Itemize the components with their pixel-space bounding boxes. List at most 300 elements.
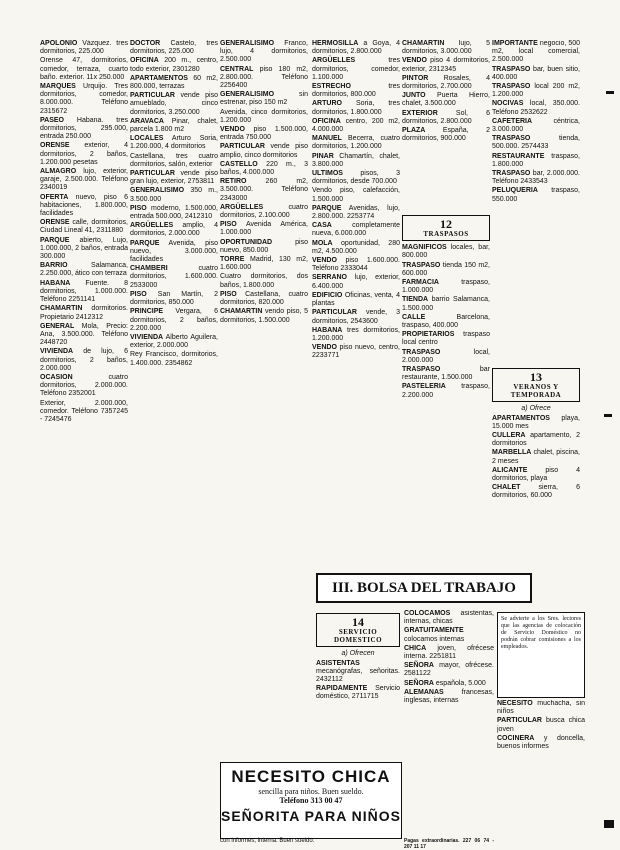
ad-keyword: MANUEL — [312, 135, 342, 143]
ad-keyword: NECESITO — [497, 700, 533, 707]
ad-text: traspaso local centro — [402, 331, 490, 347]
ad-text: 60 m2, 800.000, terrazas — [130, 74, 218, 91]
ad-text: 200 m., centro, todo exterior, 2301280 — [130, 57, 218, 73]
classified-ad — [40, 323, 128, 348]
ad-keyword: SERRANO — [312, 274, 348, 282]
ad-text: 260 m2, 3.500.000. Teléfono 2343000 — [220, 178, 308, 202]
classified-column-1 — [40, 40, 128, 800]
ad-keyword: TRASPASO — [402, 348, 441, 356]
ad-text: vende piso amueblado, cinco dormitorios, 3.250.000 — [130, 92, 218, 116]
ad-keyword: PISO — [220, 290, 237, 298]
ad-keyword: COCINERA — [497, 734, 535, 742]
ad-keyword: PINAR — [312, 152, 334, 160]
classified-ad — [312, 274, 400, 290]
ad-keyword: ALMAGRO — [40, 168, 77, 176]
ad-text: local 200 m2, 1.200.000 — [492, 83, 580, 99]
ad-text: tres dormitorios, comedor, 1.100.000 — [312, 57, 400, 81]
ad-text: calle, dormitorios, Ciudad Lineal 41, 2311880 — [40, 219, 128, 235]
ad-text: playa, 15.000 mes — [492, 414, 580, 430]
classified-ad — [312, 57, 400, 82]
classified-ad — [220, 221, 308, 237]
classified-ad — [404, 610, 494, 626]
classified-ad — [492, 83, 580, 99]
ad-keyword: PISO — [130, 290, 147, 298]
ad-text: tres dormitorios, 800.000 — [312, 83, 400, 99]
ad-keyword: CHAMARTIN — [40, 305, 83, 313]
classified-ad — [130, 351, 218, 367]
classified-ad — [402, 279, 490, 295]
ad-keyword: ALEMANAS — [404, 688, 444, 696]
ad-text: piso nuevo, 850.000 — [220, 238, 308, 254]
ad-text: vende piso amplio, cinco dormitorios — [220, 143, 308, 159]
section-subtitle: a) Ofrecen — [341, 650, 375, 658]
ad-text: Mola, Precio: Ana, 3.500.000. Teléfono 2448720 — [40, 322, 128, 347]
ad-text: vendo piso, 5 dormitorios, 1.500.000 — [220, 308, 308, 324]
ad-text: Avenida, piso nuevo, 3.000.000, facilidades — [130, 239, 218, 264]
section-number: 13 — [530, 370, 542, 384]
ad-text: lujo, 5 dormitorios, 3.000.000 — [402, 40, 490, 56]
ad-text: completamente nueva, 6.000.000 — [312, 222, 400, 238]
ad-text: de lujo, 6 dormitorios, 2 baños, 2.000.000 — [40, 348, 128, 372]
ad-text: Cuatro dormitorios, dos baños, 1.800.000 — [220, 273, 308, 289]
section-number: 12 — [440, 217, 452, 231]
classified-ad — [40, 262, 128, 278]
classified-ad — [40, 348, 128, 373]
classified-ad — [130, 265, 218, 290]
ad-keyword: PROPIETARIOS — [402, 331, 455, 339]
ad-text: colocamos internas — [404, 635, 465, 643]
classified-ad — [497, 717, 585, 733]
classified-ad — [40, 168, 128, 193]
ad-keyword: HABANA — [312, 326, 343, 334]
ad-keyword: GENERAL — [40, 322, 75, 330]
ad-keyword: CHICA — [404, 644, 427, 652]
classified-ad — [497, 700, 585, 716]
classified-ad — [220, 256, 308, 272]
ad-text: dormitorios. Propietario 2412312 — [40, 305, 128, 321]
ad-keyword: LOCALES — [130, 135, 164, 143]
veranos-section — [492, 365, 580, 575]
ad-text: vende, 3 dormitorios, 2543600 — [312, 309, 400, 325]
ad-text: Avenida América, 1.000.000 — [220, 221, 308, 237]
ad-keyword: OCASION — [40, 373, 73, 381]
classified-column-2 — [130, 40, 218, 680]
ad-keyword: PRINCIPE — [130, 308, 164, 316]
ad-keyword: TRASPASO — [492, 65, 531, 73]
ad-text: tienda 150 m2, 600.000 — [402, 261, 490, 277]
necesito-ad-footer — [220, 838, 420, 847]
ad-text: vende piso gran lujo, exterior, 2753811 — [130, 170, 218, 186]
ad-keyword: VENDO — [220, 126, 245, 134]
ad-text: Urquijo. Tres dormitorios, comedor, 8.000.000. Teléfono 2315672 — [40, 83, 128, 115]
ad-text: abierto, Lujo, 1.000.000, 2 baños, entrada 300.000 — [40, 236, 128, 261]
ad-text: Exterior, 2.000.000, comedor. Teléfono 7357245 - 7245476 — [40, 399, 128, 423]
classified-ad — [312, 292, 400, 308]
ad-keyword: GENERALISIMO — [220, 40, 275, 47]
classified-ad — [220, 143, 308, 159]
ad-text: traspaso, 2.200.000 — [402, 383, 490, 399]
classified-ad — [312, 344, 400, 360]
ad-text: piso 180 m2, 2.800.000. Teléfono 2256400 — [220, 65, 308, 90]
ad-keyword: MARBELLA — [492, 449, 532, 457]
ad-keyword: ORENSE — [40, 219, 70, 227]
classified-ad — [312, 205, 400, 221]
ad-keyword: OFICINA — [130, 57, 159, 65]
ad-text: Castelo, tres dormitorios, 225.000 — [130, 40, 218, 56]
classified-ad — [130, 153, 218, 169]
classified-ad — [404, 662, 494, 678]
classified-ad — [402, 383, 490, 399]
ad-text: negocio, 500 m2, local comercial, 2.500.000 — [492, 40, 580, 64]
classified-ad — [404, 689, 494, 705]
ad-text: Vendo piso, calefacción, 1.500.000 — [312, 187, 400, 203]
ad-text: tres dormitorios, 1.200.000 — [312, 326, 400, 342]
ad-text: cuatro dormitorios, 2.000.000. Teléfono 2352001 — [40, 373, 128, 398]
ad-keyword: PARTICULAR — [130, 92, 175, 100]
classified-ad — [404, 645, 494, 661]
ad-keyword: ESTRECHO — [312, 83, 351, 91]
ad-keyword: VIVIENDA — [40, 348, 74, 356]
ad-keyword: SEÑORA — [404, 679, 434, 687]
ad-keyword: OFERTA — [40, 193, 69, 201]
classified-ad — [130, 75, 218, 91]
ad-keyword: VENDO — [312, 257, 337, 265]
classified-ad — [492, 467, 580, 483]
ad-keyword: MOLA — [312, 239, 333, 247]
ad-keyword: CALLE — [402, 313, 426, 321]
classified-ad — [220, 109, 308, 125]
ad-text: Avenidas, lujo, 2.800.000. 2253774 — [312, 204, 400, 221]
ad-text: Puerta Hierro, chalet, 3.500.000 — [402, 92, 490, 108]
classified-ad — [492, 100, 580, 116]
classified-ad — [130, 135, 218, 151]
ad-keyword: TRASPASO — [492, 135, 531, 143]
ad-keyword: ARGÜELLES — [130, 222, 174, 230]
ad-keyword: CULLERA — [492, 432, 526, 440]
classified-ad — [492, 153, 580, 169]
ad-text: Castellana, cuatro dormitorios, 820.000 — [220, 290, 308, 307]
classified-ad — [402, 92, 490, 108]
ad-text: locales, bar, 800.000 — [402, 244, 490, 260]
ad-keyword: PARQUE — [312, 204, 342, 212]
ad-text: centro, 200 m2, 4.000.000 — [312, 117, 400, 134]
ad-text: San Martín, 2 dormitorios, 850.000 — [130, 290, 218, 307]
classified-ad — [40, 219, 128, 235]
classified-ad — [316, 685, 400, 701]
classified-ad — [130, 57, 218, 73]
ad-text: exterior, 4 dormitorios, 2 baños, 1.200.000 pesetas — [40, 142, 128, 166]
ad-keyword: BARRIO — [40, 262, 68, 270]
bolsa-trabajo-banner — [316, 573, 532, 603]
classified-ad — [492, 415, 580, 431]
classified-ad — [402, 110, 490, 126]
ad-keyword: PASEO — [40, 116, 64, 124]
classified-ad — [40, 305, 128, 321]
ad-text: Oficinas, venta, 4 plantas — [312, 291, 400, 308]
ad-footer-phones: Pagas extraordinarias. 227 06 74 - 207 11 17 — [404, 838, 494, 850]
ad-text: y doncella, buenos informes — [497, 734, 585, 751]
ad-headline-2: SEÑORITA PARA NIÑOS — [221, 808, 402, 824]
section-subtitle: a) Ofrece — [521, 405, 551, 413]
ad-keyword: TRASPASO — [492, 83, 531, 91]
classified-ad — [312, 187, 400, 203]
classified-ad — [402, 331, 490, 347]
classified-ad — [492, 118, 580, 134]
ad-text: Rosales, 4 dormitorios, 2.700.000 — [402, 74, 490, 91]
section-title: TRASPASOS — [423, 230, 469, 238]
ad-keyword: ARGÜELLES — [220, 203, 264, 211]
ad-keyword: FARMACIA — [402, 279, 439, 287]
classified-column-6 — [492, 40, 580, 360]
classified-ad — [492, 449, 580, 465]
ad-keyword: PINTOR — [402, 74, 429, 82]
ad-text: nuevo, piso 6 habitaciones, 1.800.000, facilidades — [40, 193, 128, 218]
section-title: SERVICIO DOMESTICO — [333, 628, 383, 645]
ad-text: local, 2.000.000 — [402, 348, 490, 364]
classified-ad — [404, 680, 494, 688]
ad-keyword: EXTERIOR — [402, 109, 438, 117]
classified-ad — [40, 194, 128, 219]
classified-ad — [402, 244, 490, 260]
classified-ad — [316, 660, 400, 685]
classified-ad — [40, 83, 128, 116]
classified-ad — [220, 308, 308, 324]
ad-keyword: CHAMBERI — [130, 265, 168, 273]
ad-text: lujo, exterior, 6.400.000 — [312, 274, 400, 290]
ad-text: pisos, 3 dormitorios, desde 700.000 — [312, 170, 400, 186]
classified-column-5 — [402, 40, 490, 210]
necesito-ad-footer-phones — [404, 838, 494, 850]
ad-keyword: TRASPASO — [402, 366, 441, 374]
ad-text: amplio, 4 dormitorios, 2.000.000 — [130, 222, 218, 238]
ad-text: 220 m., 3 baños, 4.000.000 — [220, 160, 308, 177]
classified-ad — [312, 83, 400, 99]
classified-ad — [312, 153, 400, 169]
ad-text: Fuente. 8 dormitorios, 1.000.000. Teléfono 2251141 — [40, 279, 128, 304]
ad-keyword: CAFETERIA — [492, 117, 533, 125]
classified-ad — [312, 327, 400, 343]
ad-text: Franco, lujo, 4 dormitorios, 2.500.000 — [220, 40, 308, 64]
ad-keyword: ASISTENTAS — [316, 659, 360, 667]
ad-text: sierra, 6 dormitorios, 60.000 — [492, 484, 580, 500]
ad-keyword: CHALET — [492, 484, 521, 492]
ad-text: mayor, ofrécese. 2581122 — [404, 662, 494, 678]
classified-ad — [492, 40, 580, 65]
ad-keyword: CHAMARTIN — [220, 308, 263, 316]
ad-text: chalet, piscina, 2 meses — [492, 449, 580, 465]
ad-keyword: CENTRAL — [220, 65, 254, 73]
ad-keyword: TRASPASO — [402, 261, 441, 269]
classified-ad — [220, 91, 308, 107]
ad-keyword: ORENSE — [40, 142, 70, 150]
ad-text: Sol, 6 dormitorios, 2.800.000 — [402, 109, 490, 125]
ad-text: Orense 47, dormitorios, comedor, terraza, cuarto baño. exterior. 11x 250.000 — [40, 57, 128, 81]
ad-subline: sencilla para niños. Buen sueldo. — [258, 787, 364, 796]
section-header — [492, 368, 580, 402]
ad-text: tienda, 500.000. 2574433 — [492, 135, 580, 151]
ad-keyword: PARTICULAR — [220, 143, 265, 151]
ad-text: francesas, inglesas, internas — [404, 688, 494, 705]
classified-ad — [404, 627, 494, 643]
ad-keyword: CHAMARTIN — [402, 40, 445, 47]
ad-phone: Teléfono 313 00 47 — [279, 796, 343, 805]
ad-keyword: TRASPASO — [492, 170, 531, 178]
ad-keyword: CASTELLO — [220, 160, 258, 168]
ad-keyword: ARAVACA — [130, 117, 164, 125]
classified-ad — [402, 40, 490, 56]
ad-keyword: SEÑORA — [404, 662, 434, 670]
classified-ad — [40, 400, 128, 425]
classified-ad — [40, 40, 128, 56]
ad-text: Vergara, 6 dormitorios, 2 baños, 2.200.000 — [130, 308, 218, 332]
ad-text: piso 4 dormitorios, exterior, 2312345 — [402, 57, 490, 73]
necesito-chica-ad — [220, 762, 402, 839]
ad-text: España, 2 dormitorios, 900.000 — [402, 127, 490, 143]
classified-ad — [220, 40, 308, 65]
ad-text: Vázquez. tres dormitorios, 225.000 — [40, 40, 128, 56]
classified-ad — [220, 126, 308, 142]
classified-ad — [492, 66, 580, 82]
ad-text: bar restaurante, 1.500.000 — [402, 366, 490, 382]
ad-text: muchacha, sin niños — [497, 700, 585, 716]
ad-text: bar, 2.000.000. Teléfono 2433543 — [492, 170, 580, 186]
classified-ad — [492, 484, 580, 500]
classified-ad — [312, 135, 400, 151]
classified-column-3 — [220, 40, 308, 680]
ad-keyword: VENDO — [312, 344, 337, 352]
ad-keyword: RETIRO — [220, 178, 247, 186]
ad-text: piso nuevo, centro, 2233771 — [312, 344, 400, 360]
ad-keyword: OPORTUNIDAD — [220, 238, 273, 246]
ad-text: Salamanca, 2.250.000, ático con terraza — [40, 262, 128, 278]
banner-title: III. BOLSA DEL TRABAJO — [332, 580, 516, 596]
classified-ad — [220, 291, 308, 307]
ad-text: Soria, tres dormitorios, 1.800.000 — [312, 100, 400, 116]
ad-text: barrio Salamanca, 1.500.000 — [402, 296, 490, 312]
ad-text: Arturo Soria, 1.200.000, 4 dormitorios — [130, 135, 218, 151]
ad-keyword: IMPORTANTE — [492, 40, 538, 47]
ad-keyword: DOCTOR — [130, 40, 161, 47]
ad-keyword: PASTELERIA — [402, 383, 446, 391]
ad-text: apartamento, 2 dormitorios — [492, 432, 580, 448]
ad-text: céntrica, 3.000.000 — [492, 117, 580, 134]
ad-text: Madrid, 130 m2, 1.600.000 — [220, 256, 308, 272]
ad-text: española, 5.000 — [435, 679, 486, 687]
classified-ad — [130, 40, 218, 56]
ad-headline: NECESITO CHICA — [231, 767, 391, 786]
ad-text: moderno, 1.500.000, entrada 500.000, 2412310 — [130, 204, 218, 221]
classified-ad — [40, 237, 128, 262]
classified-ad — [130, 205, 218, 221]
ad-keyword: PELUQUERIA — [492, 187, 538, 195]
ad-keyword: TORRE — [220, 256, 245, 264]
scan-mark — [604, 414, 612, 417]
classified-ad — [312, 240, 400, 256]
classified-ad — [402, 57, 490, 73]
ad-text: sin estrenar, piso 150 m2 — [220, 91, 308, 107]
ad-keyword: APARTAMENTOS — [130, 74, 188, 82]
classified-ad — [40, 374, 128, 399]
ad-text: joven, ofrécese interna. 2251811 — [404, 644, 494, 661]
ad-keyword: MAGNIFICOS — [402, 244, 447, 252]
ad-text: piso 4 dormitorios, playa — [492, 466, 580, 483]
classified-ad — [312, 222, 400, 238]
notice-text: Se advierte a los Sres. lectores que las agencias de colocación de Servicio Doméstico no podrán cobrar comisiones a los empleados. — [501, 616, 581, 650]
classified-ad — [312, 40, 400, 56]
ad-text: Alberto Aguilera, exterior, 2.000.000 — [130, 333, 218, 350]
ad-keyword: ARTURO — [312, 100, 342, 108]
ad-footer-sub: con informes, interna. Buen sueldo. — [220, 838, 315, 844]
ad-text: busca chica joven — [497, 717, 585, 733]
ad-text: Servicio doméstico, 2711715 — [316, 685, 400, 701]
section-header — [316, 613, 400, 647]
classified-ad — [497, 735, 585, 751]
classified-ad — [220, 239, 308, 255]
ad-text: Habana. tres dormitorios, 295.000, entrada 250.000 — [40, 116, 128, 141]
ad-keyword: CASA — [312, 222, 332, 230]
classified-ad — [130, 187, 218, 203]
classified-ad — [312, 170, 400, 186]
classified-ad — [402, 349, 490, 365]
classified-ad — [312, 118, 400, 134]
classified-ad — [402, 127, 490, 143]
section-title: VERANOS Y TEMPORADA — [510, 383, 562, 400]
classified-ad — [220, 161, 308, 177]
ad-keyword: PLAZA — [402, 127, 426, 135]
ad-text: traspaso, 550.000 — [492, 187, 580, 203]
ad-keyword: PARTICULAR — [497, 717, 542, 725]
scan-mark — [604, 820, 614, 828]
ad-text: a Goya, 4 dormitorios, 2.800.000 — [312, 40, 400, 56]
ad-keyword: ULTIMOS — [312, 170, 343, 178]
ad-keyword: VENDO — [402, 57, 427, 65]
classified-ad — [130, 170, 218, 186]
classified-ad — [220, 204, 308, 220]
ad-keyword: PISO — [130, 204, 147, 212]
colocamos-column — [404, 610, 494, 840]
ad-text: asistentas, internas, chicas — [404, 610, 494, 626]
servicio-domestico-section — [316, 610, 400, 750]
section-header — [402, 215, 490, 241]
ad-keyword: PARTICULAR — [312, 309, 357, 317]
ad-text: Pinar, chalet, parcela 1.800 m2 — [130, 117, 218, 134]
ad-text: piso 1.500.000, entrada 750.000 — [220, 126, 308, 142]
ad-text: traspaso, 1.800.000 — [492, 152, 580, 168]
ad-keyword: MARQUES — [40, 83, 76, 91]
ad-keyword: GENERALISIMO — [220, 91, 275, 99]
classified-ad — [40, 117, 128, 142]
ad-keyword: APARTAMENTOS — [492, 414, 550, 422]
ad-text: 350 m., 3.500.000 — [130, 187, 218, 203]
notice-box — [497, 612, 585, 698]
ad-keyword: VIVIENDA — [130, 333, 164, 341]
classified-ad — [312, 100, 400, 116]
classified-ad — [492, 170, 580, 186]
classified-ad — [492, 135, 580, 151]
ad-keyword: PARTICULAR — [130, 170, 175, 178]
classified-ad — [130, 291, 218, 307]
ad-keyword: TIENDA — [402, 296, 429, 304]
traspasos-section — [402, 212, 490, 542]
ad-text: traspaso, 1.000.000 — [402, 279, 490, 295]
ad-text: Castellana, tres cuatro dormitorios, salón, exterior — [130, 152, 218, 168]
ad-keyword: ALICANTE — [492, 466, 528, 474]
classified-ad — [130, 92, 218, 117]
ad-keyword: PARQUE — [40, 236, 70, 244]
ad-keyword: HERMOSILLA — [312, 40, 359, 47]
classified-ad — [312, 257, 400, 273]
ad-text: piso 1.600.000. Teléfono 2333044 — [312, 257, 400, 273]
